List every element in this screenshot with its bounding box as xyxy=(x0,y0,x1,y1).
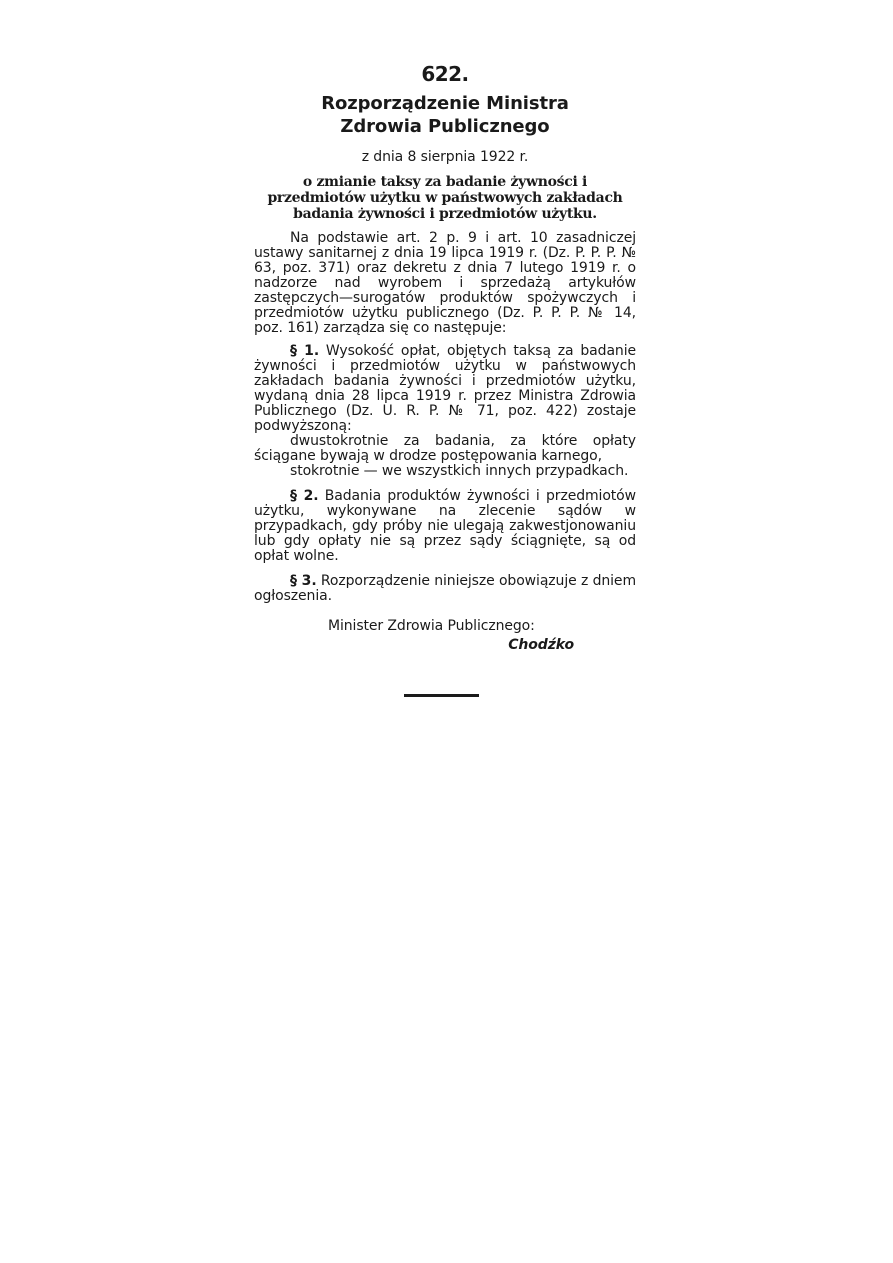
section-3-text: Rozporządzenie niniejsze obowiązuje z dniem ogłoszenia. xyxy=(254,573,636,604)
regulation-title: Rozporządzenie Ministra Zdrowia Publicznego xyxy=(321,93,569,137)
page-number: 622. xyxy=(421,62,469,86)
section-2-text: Badania produktów żywności i przedmiotów użytku, wykonywane na zlecenie sądów w przypadkach, gdy próby nie ulegają zakwestjonowaniu lub gdy opłaty nie są przez sądy ściągnięte, są od opłat wolne. xyxy=(254,488,636,564)
section-3-label: § 3. xyxy=(290,573,317,589)
signature-role: Minister Zdrowia Publicznego: xyxy=(328,618,535,634)
section-2-paragraph xyxy=(254,489,636,564)
intro-paragraph: Na podstawie art. 2 p. 9 i art. 10 zasadniczej ustawy sanitarnej z dnia 19 lipca 1919 r. (Dz. P. P. P. № 63, poz. 371) oraz dekretu z dnia 7 lutego 1919 r. o nadzorze nad wyrobem i sprzedażą artykułów zastępczych—surogatów produktów spożywczych i przedmiotów użytku publicznego (Dz. P. P. P. № 14, poz. 161) zarządza się co następuje: xyxy=(254,230,636,336)
closing-rule xyxy=(404,694,479,697)
section-1-label: § 1. xyxy=(290,343,320,359)
section-2-label: § 2. xyxy=(290,488,319,504)
document-column xyxy=(254,62,636,654)
section-3-paragraph xyxy=(254,574,636,604)
section-1-item-2: stokrotnie — we wszystkich innych przypadkach. xyxy=(290,463,629,479)
date-line: z dnia 8 sierpnia 1922 r. xyxy=(361,149,529,165)
section-1-item-1: dwustokrotnie za badania, za które opłaty ściągane bywają w drodze postępowania karnego, xyxy=(254,433,636,464)
signature-name: Chodźko xyxy=(508,637,574,653)
section-1-text: Wysokość opłat, objętych taksą za badanie żywności i przedmiotów użytku w państwowych zakładach badania żywności i przedmiotów użytku, wydaną dnia 28 lipca 1919 r. przez Ministra Zdrowia Publicznego (Dz. U. R. P. № 71, poz. 422) zostaje podwyższoną: xyxy=(254,343,636,434)
section-1-paragraph xyxy=(254,344,636,434)
subject-heading: o zmianie taksy za badanie żywności i przedmiotów użytku w państwowych zakładach badania żywności i przedmiotów użytku. xyxy=(267,174,623,222)
